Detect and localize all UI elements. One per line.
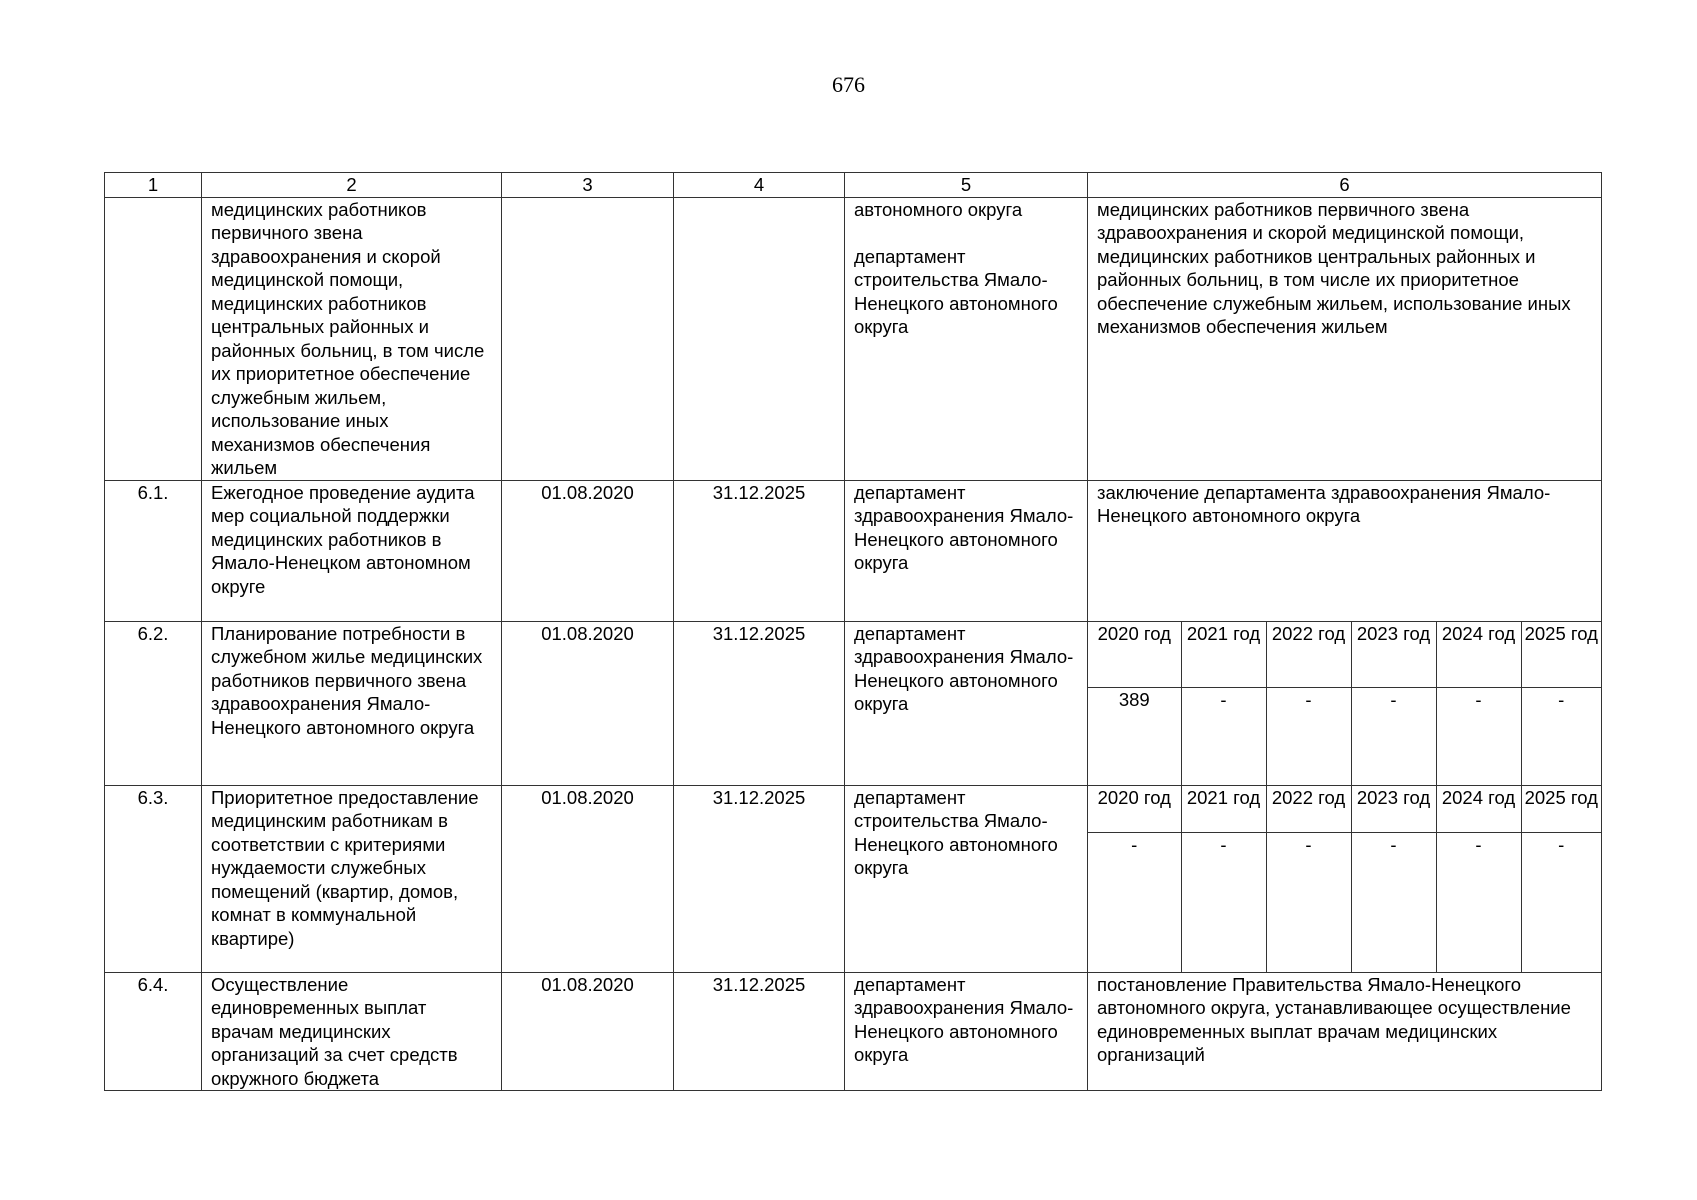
measures-table <box>104 172 1602 1091</box>
header-cell-4: 4 <box>674 173 845 198</box>
header-cell-6: 6 <box>1088 173 1602 198</box>
header-cell-3: 3 <box>502 173 674 198</box>
row-number: 6.3. <box>105 785 202 972</box>
executor-text: департамент здравоохранения Ямало-Ненецкого автономного округа <box>845 480 1088 621</box>
year-value: - <box>1181 688 1266 785</box>
year-header: 2023 год <box>1351 622 1436 688</box>
start-date: 01.08.2020 <box>502 785 674 972</box>
year-value: - <box>1131 834 1138 855</box>
year-value: - <box>1266 688 1351 785</box>
start-date: 01.08.2020 <box>502 972 674 1091</box>
year-value: - <box>1351 688 1436 785</box>
page-number: 676 <box>832 72 865 97</box>
table-row <box>105 480 1602 621</box>
table-row <box>105 621 1602 785</box>
year-header: 2025 год <box>1521 786 1601 833</box>
year-value: - <box>1436 688 1521 785</box>
executor-text: департамент здравоохранения Ямало-Ненецкого автономного округа <box>845 972 1088 1091</box>
year-value: - <box>1436 833 1521 972</box>
end-date <box>674 197 845 480</box>
table-header-row <box>105 173 1602 198</box>
end-date: 31.12.2025 <box>674 972 845 1091</box>
year-value: - <box>1521 833 1601 972</box>
measure-text: Планирование потребности в служебном жилье медицинских работников первичного звена здравоохранения Ямало-Ненецкого автономного округа <box>202 621 502 785</box>
executor-cell <box>845 197 1088 480</box>
year-header: 2022 год <box>1266 622 1351 688</box>
year-header: 2022 год <box>1266 786 1351 833</box>
row-number: 6.2. <box>105 621 202 785</box>
row-number: 6.1. <box>105 480 202 621</box>
year-value: 389 <box>1118 689 1150 710</box>
header-cell-1: 1 <box>105 173 202 198</box>
start-date: 01.08.2020 <box>502 621 674 785</box>
start-date: 01.08.2020 <box>502 480 674 621</box>
measure-text: Ежегодное проведение аудита мер социальной поддержки медицинских работников в Ямало-Ненецком автономном округе <box>202 480 502 621</box>
result-text: заключение департамента здравоохранения Ямало-Ненецкого автономного округа <box>1088 480 1602 621</box>
year-value: - <box>1351 833 1436 972</box>
row-number <box>105 197 202 480</box>
year-header: 2021 год <box>1181 786 1266 833</box>
executor-text: департамент строительства Ямало-Ненецкого автономного округа <box>854 245 1058 337</box>
table-row <box>105 785 1602 972</box>
year-header: 2024 год <box>1436 622 1521 688</box>
result-text: медицинских работников первичного звена здравоохранения и скорой медицинской помощи, медицинских работников центральных районных и районных больниц, в том числе их приоритетное обеспечение служебным жильем, использование иных механизмов обеспечения жильем <box>1088 197 1602 480</box>
table-row <box>105 197 1602 480</box>
executor-text: автономного округа <box>854 198 1023 220</box>
year-header: 2023 год <box>1351 786 1436 833</box>
row-number: 6.4. <box>105 972 202 1091</box>
yearly-targets <box>1088 785 1602 972</box>
end-date: 31.12.2025 <box>674 621 845 785</box>
year-header: 2020 год <box>1088 622 1181 688</box>
measure-text: Приоритетное предоставление медицинским работникам в соответствии с критериями нуждаемости служебных помещений (квартир, домов, комнат в коммунальной квартире) <box>202 785 502 972</box>
table-row <box>105 972 1602 1091</box>
header-cell-2: 2 <box>202 173 502 198</box>
measure-text: медицинских работников первичного звена здравоохранения и скорой медицинской помощи, медицинских работников центральных районных и районных больниц, в том числе их приоритетное обеспечение служебным жильем, использование иных механизмов обеспечения жильем <box>202 197 502 480</box>
year-value: - <box>1266 833 1351 972</box>
measure-text: Осуществление единовременных выплат врачам медицинских организаций за счет средств окружного бюджета <box>202 972 502 1091</box>
executor-text: департамент строительства Ямало-Ненецкого автономного округа <box>845 785 1088 972</box>
year-value: - <box>1181 833 1266 972</box>
header-cell-5: 5 <box>845 173 1088 198</box>
end-date: 31.12.2025 <box>674 480 845 621</box>
start-date <box>502 197 674 480</box>
executor-text: департамент здравоохранения Ямало-Ненецкого автономного округа <box>845 621 1088 785</box>
end-date: 31.12.2025 <box>674 785 845 972</box>
year-header: 2025 год <box>1521 622 1601 688</box>
year-value: - <box>1521 688 1601 785</box>
year-header: 2021 год <box>1181 622 1266 688</box>
result-text: постановление Правительства Ямало-Ненецкого автономного округа, устанавливающее осуществление единовременных выплат врачам медицинских организаций <box>1088 972 1602 1091</box>
year-header: 2020 год <box>1088 786 1181 833</box>
year-header: 2024 год <box>1436 786 1521 833</box>
yearly-targets <box>1088 621 1602 785</box>
